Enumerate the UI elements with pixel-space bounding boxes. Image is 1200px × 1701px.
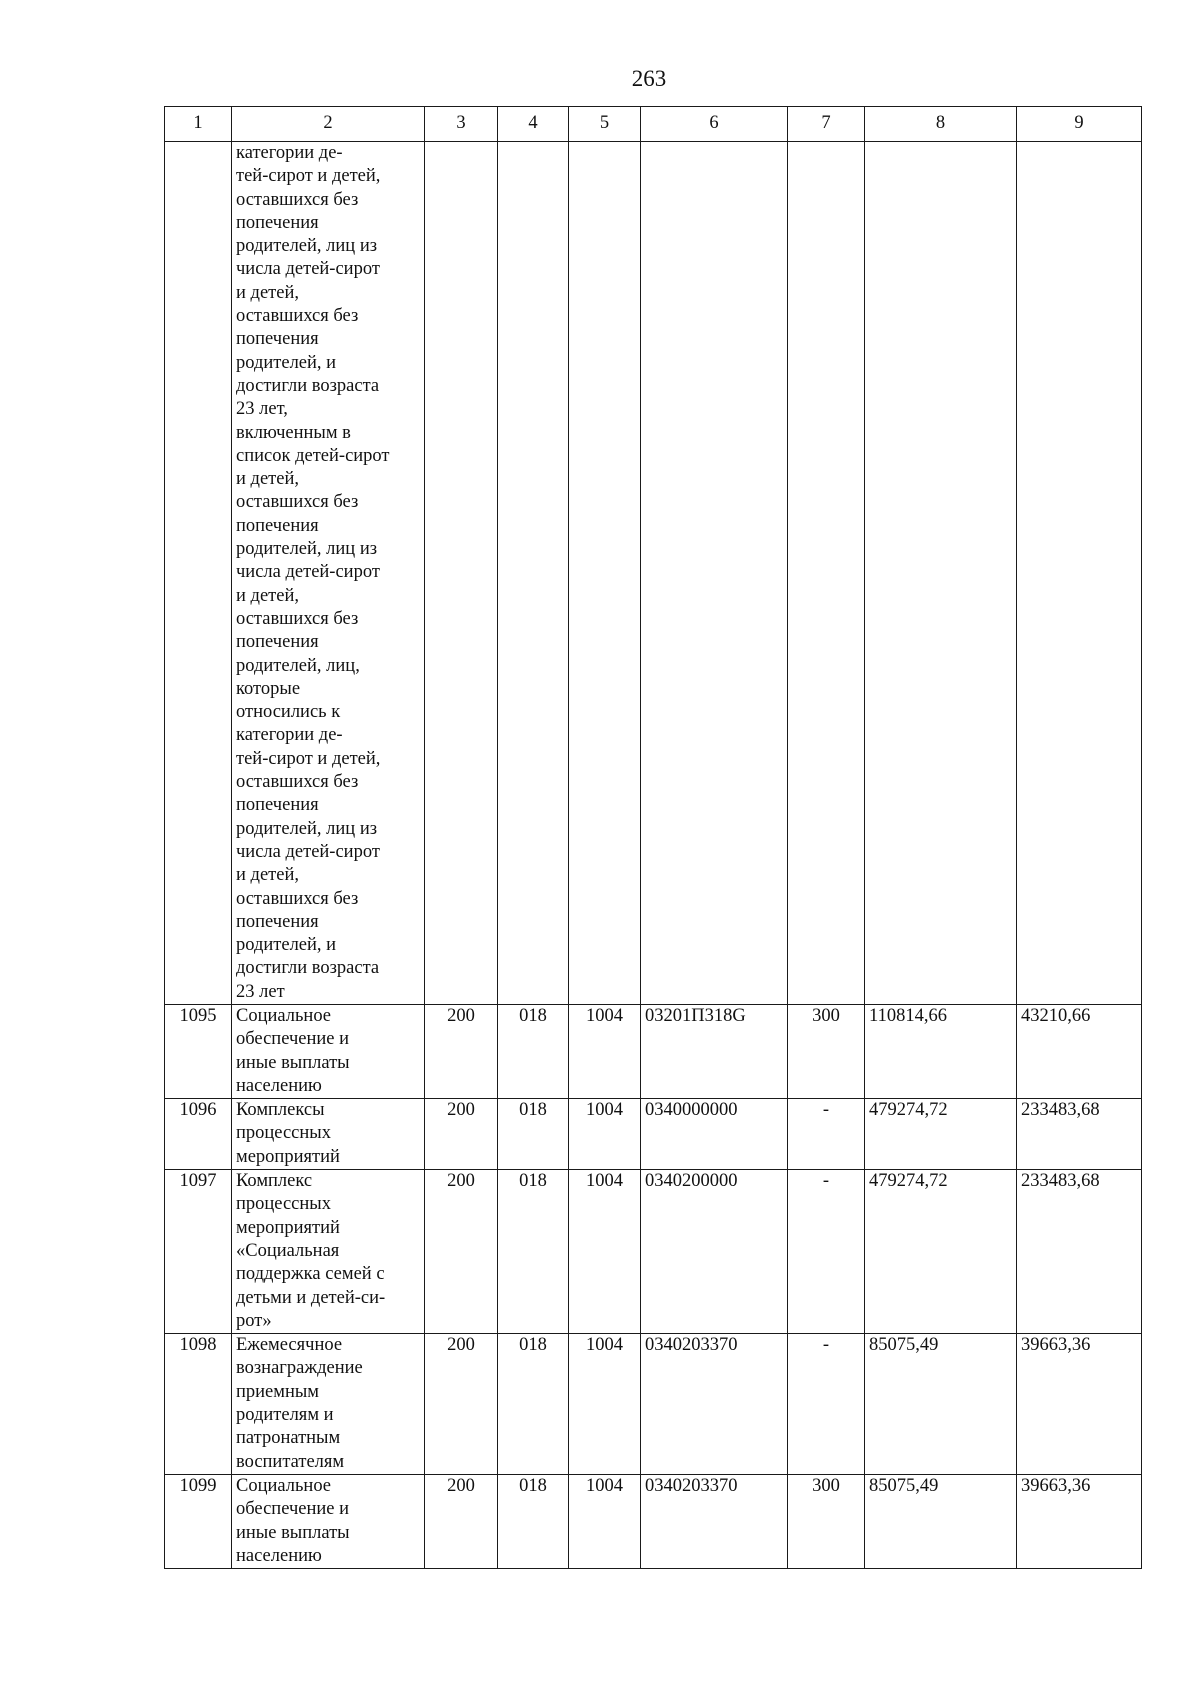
cell-col-8: 110814,66 <box>865 1004 1017 1098</box>
row-name-text: категории де- тей-сирот и детей, оставшихся без попечения родителей, лиц из числа детей-сирот и детей, оставшихся без попечения родителей, и достигли возраста 23 лет, включенным в список детей-сирот и детей, оставшихся без попечения родителей, лиц из числа детей-сирот и детей, оставшихся без попечения родителей, лиц, которые относились к категории де- тей-сирот и детей, оставшихся без попечения родителей, лиц из числа детей-сирот и детей, оставшихся без попечения родителей, и достигли возраста 23 лет <box>236 143 390 1002</box>
row-name-text: Социальное обеспечение и иные выплаты населению <box>236 1475 350 1566</box>
row-name <box>232 1334 425 1475</box>
cell-col-7: - <box>788 1170 865 1334</box>
cell-empty <box>1017 142 1142 1005</box>
cell-col-6: 0340200000 <box>641 1170 788 1334</box>
row-number: 1096 <box>165 1099 232 1170</box>
header-col-9: 9 <box>1017 107 1142 142</box>
cell-col-7: 300 <box>788 1004 865 1098</box>
cell-col-9: 39663,36 <box>1017 1334 1142 1475</box>
cell-empty <box>425 142 498 1005</box>
row-number: 1097 <box>165 1170 232 1334</box>
row-name-text: Социальное обеспечение и иные выплаты населению <box>236 1005 350 1096</box>
cell-col-3: 200 <box>425 1170 498 1334</box>
row-number <box>165 142 232 1005</box>
cell-col-9: 233483,68 <box>1017 1170 1142 1334</box>
cell-empty <box>788 142 865 1005</box>
page-number: 263 <box>631 66 667 91</box>
cell-col-9: 43210,66 <box>1017 1004 1142 1098</box>
header-col-5: 5 <box>569 107 641 142</box>
row-name <box>232 142 425 1005</box>
table-row <box>165 1170 1142 1334</box>
cell-col-3: 200 <box>425 1099 498 1170</box>
cell-col-3: 200 <box>425 1474 498 1568</box>
cell-empty <box>569 142 641 1005</box>
cell-col-4: 018 <box>498 1170 569 1334</box>
cell-col-5: 1004 <box>569 1099 641 1170</box>
cell-col-6: 0340203370 <box>641 1334 788 1475</box>
row-name <box>232 1170 425 1334</box>
header-row <box>165 107 1142 142</box>
row-name-text: Комплекс процессных мероприятий «Социальная поддержка семей с детьми и детей-си- рот» <box>236 1171 386 1331</box>
row-name-text: Ежемесячное вознаграждение приемным родителям и патронатным воспитателям <box>236 1335 363 1472</box>
cell-col-7: - <box>788 1334 865 1475</box>
cell-col-9: 233483,68 <box>1017 1099 1142 1170</box>
table-row <box>165 1099 1142 1170</box>
row-name <box>232 1004 425 1098</box>
cell-col-4: 018 <box>498 1334 569 1475</box>
header-col-4: 4 <box>498 107 569 142</box>
cell-col-5: 1004 <box>569 1474 641 1568</box>
cell-col-4: 018 <box>498 1474 569 1568</box>
cell-empty <box>865 142 1017 1005</box>
header-col-8: 8 <box>865 107 1017 142</box>
cell-col-7: 300 <box>788 1474 865 1568</box>
row-number: 1098 <box>165 1334 232 1475</box>
row-name-text: Комплексы процессных мероприятий <box>236 1100 340 1167</box>
row-number: 1099 <box>165 1474 232 1568</box>
row-name <box>232 1099 425 1170</box>
table-row-continuation <box>165 142 1142 1005</box>
budget-table <box>164 106 1142 1569</box>
cell-col-8: 479274,72 <box>865 1099 1017 1170</box>
cell-col-5: 1004 <box>569 1004 641 1098</box>
table-row <box>165 1334 1142 1475</box>
table-row <box>165 1004 1142 1098</box>
cell-col-6: 0340203370 <box>641 1474 788 1568</box>
header-col-1: 1 <box>165 107 232 142</box>
header-col-3: 3 <box>425 107 498 142</box>
cell-col-8: 85075,49 <box>865 1474 1017 1568</box>
cell-col-9: 39663,36 <box>1017 1474 1142 1568</box>
cell-col-8: 479274,72 <box>865 1170 1017 1334</box>
table-row <box>165 1474 1142 1568</box>
cell-col-5: 1004 <box>569 1334 641 1475</box>
cell-col-5: 1004 <box>569 1170 641 1334</box>
header-col-2: 2 <box>232 107 425 142</box>
row-name <box>232 1474 425 1568</box>
cell-col-3: 200 <box>425 1334 498 1475</box>
cell-empty <box>641 142 788 1005</box>
cell-col-4: 018 <box>498 1004 569 1098</box>
cell-col-6: 0340000000 <box>641 1099 788 1170</box>
cell-col-4: 018 <box>498 1099 569 1170</box>
cell-col-8: 85075,49 <box>865 1334 1017 1475</box>
header-col-7: 7 <box>788 107 865 142</box>
header-col-6: 6 <box>641 107 788 142</box>
cell-col-7: - <box>788 1099 865 1170</box>
row-number: 1095 <box>165 1004 232 1098</box>
cell-col-3: 200 <box>425 1004 498 1098</box>
cell-col-6: 03201П318G <box>641 1004 788 1098</box>
cell-empty <box>498 142 569 1005</box>
